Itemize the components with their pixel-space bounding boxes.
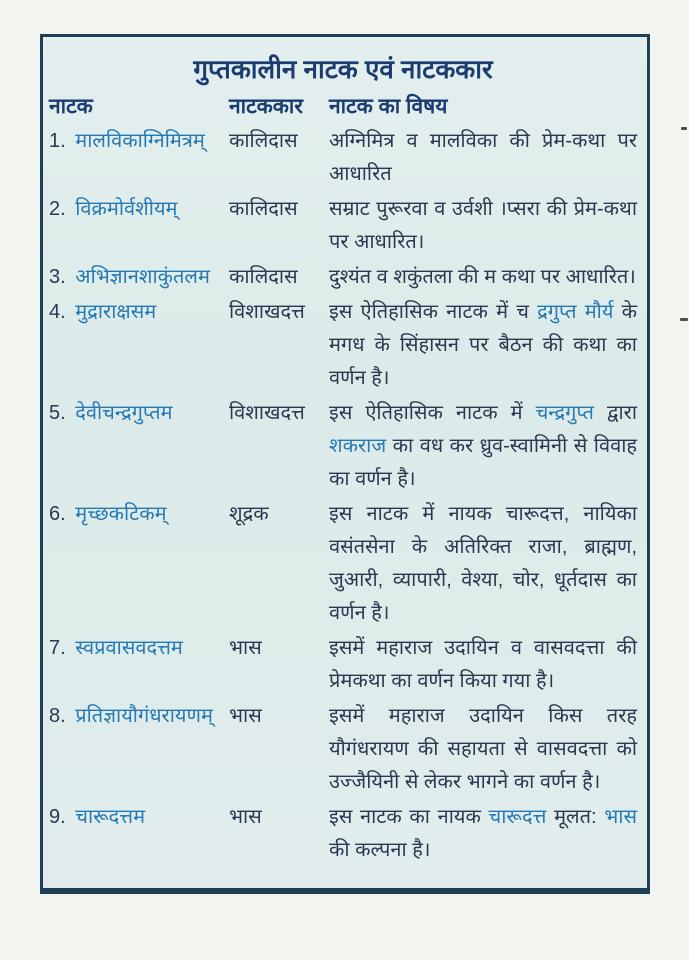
subject-text (329, 700, 639, 799)
subject-segment: मूलत: (546, 806, 605, 828)
scan-artifact (681, 127, 687, 130)
table-row (47, 193, 639, 259)
highlighted-term: भास (604, 806, 637, 828)
table-header-row (47, 91, 639, 123)
column-header-author: नाटककार (229, 95, 303, 118)
play-cell (47, 397, 229, 496)
row-number: 8. (49, 705, 72, 727)
row-number: 4. (49, 301, 72, 323)
play-cell (47, 296, 229, 395)
play-name: देवीचन्द्रगुप्तम (75, 402, 173, 424)
page-title: गुप्तकालीन नाटक एवं नाटककार (193, 54, 493, 84)
subject-text (329, 193, 639, 259)
row-number: 6. (49, 503, 72, 525)
subject-segment: की कल्पना है। (329, 839, 431, 861)
table-row (47, 700, 639, 799)
subject-text (329, 397, 639, 496)
play-name: स्वप्रवासवदत्तम (75, 637, 183, 659)
column-header-subject: नाटक का विषय (329, 95, 448, 118)
play-name: विक्रमोर्वशीयम् (75, 198, 178, 220)
play-cell (47, 125, 229, 191)
subject-text (329, 125, 639, 191)
author-name: कालिदास (229, 266, 298, 288)
highlighted-term: शकराज (329, 435, 387, 457)
content-box (40, 34, 650, 894)
table-row (47, 632, 639, 698)
play-cell (47, 700, 229, 799)
author-name: कालिदास (229, 130, 298, 152)
highlighted-term: द्रगुप्त मौर्य (537, 301, 614, 323)
play-name: चारूदत्तम (75, 806, 146, 828)
subject-segment: के मगध के सिंहासन पर बैठन की कथा का वर्णन है। (329, 301, 637, 389)
play-name: मालविकाग्निमित्रम् (75, 130, 205, 152)
subject-segment: इस ऐतिहासिक नाटक में (329, 402, 536, 424)
row-number: 9. (49, 806, 72, 828)
table-row (47, 498, 639, 630)
table-row (47, 801, 639, 867)
play-name: मुद्राराक्षसम (75, 301, 157, 323)
play-cell (47, 498, 229, 630)
table-row (47, 296, 639, 395)
subject-segment: सम्राट पुरूरवा व उर्वशी ।प्सरा की प्रेम-कथा पर आधारित। (329, 198, 637, 253)
highlighted-term: चारूदत्त (488, 806, 547, 828)
author-name: भास (229, 637, 262, 659)
play-name: प्रतिज्ञायौगंधरायणम् (75, 705, 213, 727)
author-name: विशाखदत्त (229, 301, 305, 323)
column-header-play: नाटक (49, 95, 93, 118)
author-name: शूद्रक (229, 503, 269, 525)
subject-segment: इस ऐतिहासिक नाटक में च (329, 301, 538, 323)
row-number: 1. (49, 130, 72, 152)
subject-segment: इस नाटक में नायक चारूदत्त, नायिका वसंतसेना के अतिरिक्त राजा, ब्राह्मण, जुआरी, व्यापारी, वेश्या, चोर, धूर्तदास का वर्णन है। (329, 503, 637, 624)
subject-text (329, 296, 639, 395)
plays-table (47, 125, 639, 867)
subject-text (329, 498, 639, 630)
author-name: भास (229, 806, 262, 828)
author-name: भास (229, 705, 262, 727)
row-number: 5. (49, 402, 72, 424)
author-name: कालिदास (229, 198, 298, 220)
subject-text (329, 261, 639, 294)
author-name: विशाखदत्त (229, 402, 305, 424)
table-row (47, 397, 639, 496)
play-cell (47, 801, 229, 867)
subject-text (329, 801, 639, 867)
play-name: अभिज्ञानशाकुंतलम (75, 266, 210, 288)
play-cell (47, 632, 229, 698)
subject-segment: इस नाटक का नायक (329, 806, 489, 828)
table-row (47, 261, 639, 294)
row-number: 7. (49, 637, 72, 659)
scan-artifact (680, 318, 688, 321)
subject-segment: द्वारा (593, 402, 637, 424)
subject-text (329, 632, 639, 698)
row-number: 2. (49, 198, 72, 220)
highlighted-term: चन्द्रगुप्त (535, 402, 594, 424)
row-number: 3. (49, 266, 72, 288)
subject-segment: इसमें महाराज उदायिन किस तरह यौगंधरायण की सहायता से वासवदत्ता को उज्जैयिनी से लेकर भागने का वर्णन है। (329, 705, 637, 793)
table-row (47, 125, 639, 191)
play-cell (47, 193, 229, 259)
play-name: मृच्छकटिकम् (75, 503, 167, 525)
subject-segment: का वध कर ध्रुव-स्वामिनी से विवाह का वर्णन है। (329, 435, 637, 490)
subject-segment: इसमें महाराज उदायिन व वासवदत्ता की प्रेमकथा का वर्णन किया गया है। (329, 637, 637, 692)
subject-segment: दुश्यंत व शकुंतला की म कथा पर आधारित। (329, 266, 636, 288)
play-cell (47, 261, 229, 294)
subject-segment: अग्निमित्र व मालविका की प्रेम-कथा पर आधारित (329, 130, 637, 185)
